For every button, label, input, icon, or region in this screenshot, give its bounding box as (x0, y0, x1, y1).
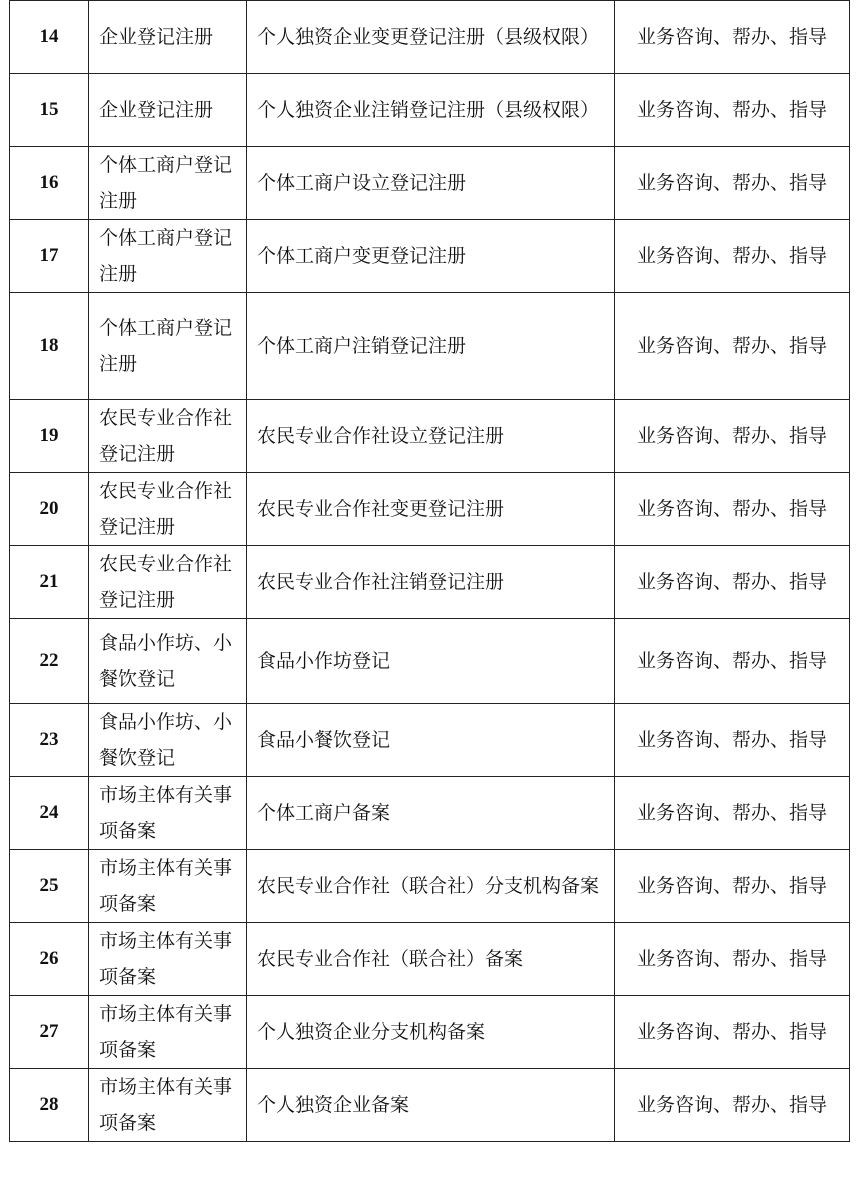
row-number: 26 (10, 923, 89, 996)
table-row (10, 996, 850, 1069)
service-cell: 业务咨询、帮办、指导 (615, 923, 850, 996)
category-cell: 市场主体有关事项备案 (89, 1069, 247, 1142)
item-cell: 农民专业合作社变更登记注册 (247, 473, 615, 546)
row-number: 28 (10, 1069, 89, 1142)
item-cell: 个体工商户变更登记注册 (247, 220, 615, 293)
service-cell: 业务咨询、帮办、指导 (615, 1, 850, 74)
table-row (10, 473, 850, 546)
category-cell: 农民专业合作社登记注册 (89, 400, 247, 473)
service-cell: 业务咨询、帮办、指导 (615, 220, 850, 293)
table-row (10, 147, 850, 220)
item-cell: 农民专业合作社（联合社）备案 (247, 923, 615, 996)
item-cell: 食品小作坊登记 (247, 619, 615, 704)
table-row (10, 850, 850, 923)
category-cell: 农民专业合作社登记注册 (89, 473, 247, 546)
item-cell: 个人独资企业注销登记注册（县级权限） (247, 74, 615, 147)
row-number: 17 (10, 220, 89, 293)
category-cell: 企业登记注册 (89, 1, 247, 74)
row-number: 27 (10, 996, 89, 1069)
table-row (10, 220, 850, 293)
service-cell: 业务咨询、帮办、指导 (615, 473, 850, 546)
service-cell: 业务咨询、帮办、指导 (615, 293, 850, 400)
row-number: 25 (10, 850, 89, 923)
service-cell: 业务咨询、帮办、指导 (615, 996, 850, 1069)
service-items-table (9, 0, 850, 1142)
item-cell: 个人独资企业备案 (247, 1069, 615, 1142)
item-cell: 个人独资企业变更登记注册（县级权限） (247, 1, 615, 74)
table-row (10, 923, 850, 996)
item-cell: 农民专业合作社设立登记注册 (247, 400, 615, 473)
service-cell: 业务咨询、帮办、指导 (615, 147, 850, 220)
category-cell: 农民专业合作社登记注册 (89, 546, 247, 619)
category-cell: 市场主体有关事项备案 (89, 923, 247, 996)
service-cell: 业务咨询、帮办、指导 (615, 400, 850, 473)
row-number: 15 (10, 74, 89, 147)
table-row (10, 293, 850, 400)
table-row (10, 74, 850, 147)
item-cell: 个体工商户备案 (247, 777, 615, 850)
service-cell: 业务咨询、帮办、指导 (615, 546, 850, 619)
item-cell: 个人独资企业分支机构备案 (247, 996, 615, 1069)
service-cell: 业务咨询、帮办、指导 (615, 619, 850, 704)
category-cell: 个体工商户登记注册 (89, 293, 247, 400)
row-number: 19 (10, 400, 89, 473)
category-cell: 市场主体有关事项备案 (89, 777, 247, 850)
row-number: 16 (10, 147, 89, 220)
service-cell: 业务咨询、帮办、指导 (615, 1069, 850, 1142)
row-number: 20 (10, 473, 89, 546)
table-row (10, 704, 850, 777)
item-cell: 个体工商户设立登记注册 (247, 147, 615, 220)
table-row (10, 546, 850, 619)
category-cell: 市场主体有关事项备案 (89, 850, 247, 923)
item-cell: 农民专业合作社（联合社）分支机构备案 (247, 850, 615, 923)
category-cell: 企业登记注册 (89, 74, 247, 147)
table-row (10, 619, 850, 704)
item-cell: 食品小餐饮登记 (247, 704, 615, 777)
table-row (10, 400, 850, 473)
table-row (10, 1069, 850, 1142)
item-cell: 个体工商户注销登记注册 (247, 293, 615, 400)
service-cell: 业务咨询、帮办、指导 (615, 777, 850, 850)
row-number: 23 (10, 704, 89, 777)
row-number: 14 (10, 1, 89, 74)
row-number: 18 (10, 293, 89, 400)
category-cell: 食品小作坊、小餐饮登记 (89, 704, 247, 777)
service-cell: 业务咨询、帮办、指导 (615, 704, 850, 777)
service-cell: 业务咨询、帮办、指导 (615, 74, 850, 147)
item-cell: 农民专业合作社注销登记注册 (247, 546, 615, 619)
row-number: 22 (10, 619, 89, 704)
category-cell: 食品小作坊、小餐饮登记 (89, 619, 247, 704)
table-row (10, 777, 850, 850)
category-cell: 个体工商户登记注册 (89, 147, 247, 220)
category-cell: 市场主体有关事项备案 (89, 996, 247, 1069)
table-row (10, 1, 850, 74)
row-number: 21 (10, 546, 89, 619)
row-number: 24 (10, 777, 89, 850)
service-cell: 业务咨询、帮办、指导 (615, 850, 850, 923)
category-cell: 个体工商户登记注册 (89, 220, 247, 293)
